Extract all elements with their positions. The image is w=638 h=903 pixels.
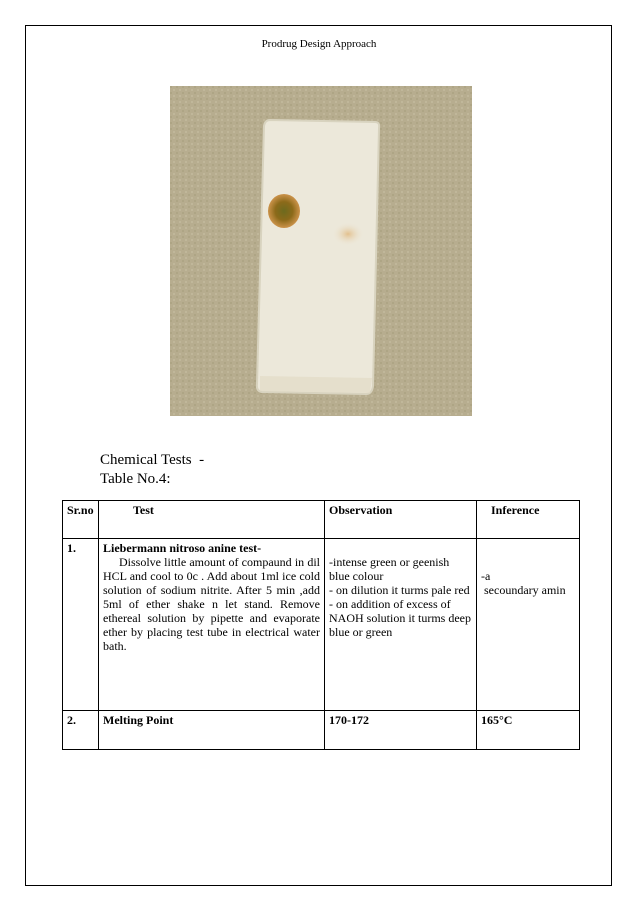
row2-test: Melting Point <box>99 711 325 750</box>
row1-sr: 1. <box>63 539 99 711</box>
row1-observation <box>325 539 477 711</box>
row1-inference <box>477 539 580 711</box>
header-inference-label: Inference <box>491 503 540 517</box>
row1-inf-2: secoundary amin <box>484 583 566 597</box>
row2-observation: 170-172 <box>325 711 477 750</box>
row1-test <box>99 539 325 711</box>
page-header: Prodrug Design Approach <box>261 38 377 50</box>
row1-obs-2: - on dilution it turms pale red <box>329 583 470 597</box>
table-row <box>63 711 580 750</box>
spot-mark <box>268 194 300 228</box>
chemical-tests-table <box>62 500 580 750</box>
tlc-plate <box>257 120 379 394</box>
table-row <box>63 539 580 711</box>
row2-sr: 2. <box>63 711 99 750</box>
header-observation: Observation <box>325 501 477 539</box>
row1-test-body: Dissolve little amount of compaund in dil HCL and cool to 0c . Add about 1ml ice cold solution of sodium nitrite. After 5 min ,add 5ml of ether shake n let stand. Remove ethereal solution by pipette and evaporate ether by placing test tube in electrical water bath. <box>103 555 320 653</box>
table-header-row <box>63 501 580 539</box>
row1-obs-1: -intense green or geenish blue colour <box>329 555 450 583</box>
heading-line-1: Chemical Tests - <box>100 452 205 468</box>
row1-inf-1: -a <box>481 569 491 583</box>
row2-inference: 165°C <box>477 711 580 750</box>
header-inference <box>477 501 580 539</box>
faint-spot-mark <box>332 222 364 246</box>
section-heading <box>100 451 204 489</box>
heading-line-2: Table No.4: <box>100 471 171 487</box>
row1-obs-3: - on addition of excess of NAOH solution it turms deep blue or green <box>329 597 471 639</box>
header-test-label: Test <box>133 503 154 517</box>
plate-bottom-edge <box>260 376 372 393</box>
row1-test-title: Liebermann nitroso anine test- <box>103 541 262 555</box>
tlc-plate-photo <box>170 86 472 416</box>
header-test <box>99 501 325 539</box>
header-sr: Sr.no <box>63 501 99 539</box>
